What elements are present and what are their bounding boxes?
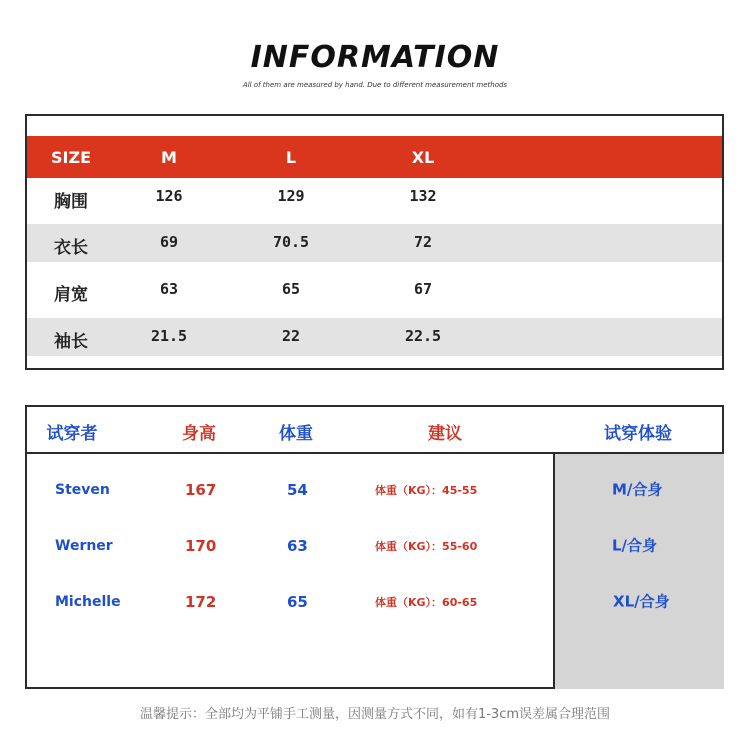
model-advice: 体重（KG）：45-55 [375,484,478,497]
size-row-label: 胸围 [54,192,88,212]
model-header-tester: 试穿者 [46,424,98,444]
size-table-header [27,136,722,178]
size-cell: 63 [159,280,179,298]
size-header-l: L [285,148,297,167]
model-name: Michelle [55,594,121,610]
model-advice: 体重（KG）：55-60 [375,540,478,553]
size-cell: 22.5 [404,327,442,345]
model-weight: 65 [287,593,308,611]
model-fit: XL/合身 [613,592,670,611]
size-row-label: 衣长 [54,238,88,258]
size-cell: 72 [413,233,433,251]
model-weight: 54 [287,481,308,499]
model-advice: 体重（KG）：60-65 [375,596,478,609]
size-header-m: M [161,148,177,167]
page-title: INFORMATION [250,40,500,75]
size-row-chest [27,178,722,216]
size-header-label: SIZE [50,148,92,167]
size-row-sleeve [27,318,722,356]
model-fit-table [25,405,724,689]
measurement-footnote: 温馨提示：全部均为平铺手工测量，因测量方式不同，如有1-3cm误差属合理范围 [139,707,611,722]
size-cell: 70.5 [272,233,310,251]
page-subtitle: All of them are measured by hand. Due to different measurement methods [242,81,508,89]
size-cell: 69 [159,233,179,251]
size-cell: 21.5 [150,327,188,345]
model-header-fit: 试穿体验 [604,424,672,444]
size-row-length [27,224,722,262]
size-cell: 65 [281,280,301,298]
model-fit: M/合身 [612,480,663,499]
size-cell: 22 [281,327,301,345]
model-name: Werner [55,538,113,554]
model-height: 172 [185,593,217,611]
model-header-advice: 建议 [428,424,462,444]
size-header-xl: XL [411,148,435,167]
model-header-height: 身高 [182,424,216,444]
size-cell: 126 [155,187,183,205]
model-fit: L/合身 [612,536,658,555]
size-cell: 67 [413,280,433,298]
size-row-shoulder [27,271,722,309]
size-cell: 129 [277,187,305,205]
model-height: 170 [185,537,217,555]
model-header-weight: 体重 [279,424,313,444]
size-cell: 132 [409,187,437,205]
size-row-label: 肩宽 [54,285,88,305]
model-height: 167 [185,481,217,499]
size-row-label: 袖长 [54,332,88,352]
model-name: Steven [55,482,110,498]
model-weight: 63 [287,537,308,555]
size-table [25,114,724,370]
